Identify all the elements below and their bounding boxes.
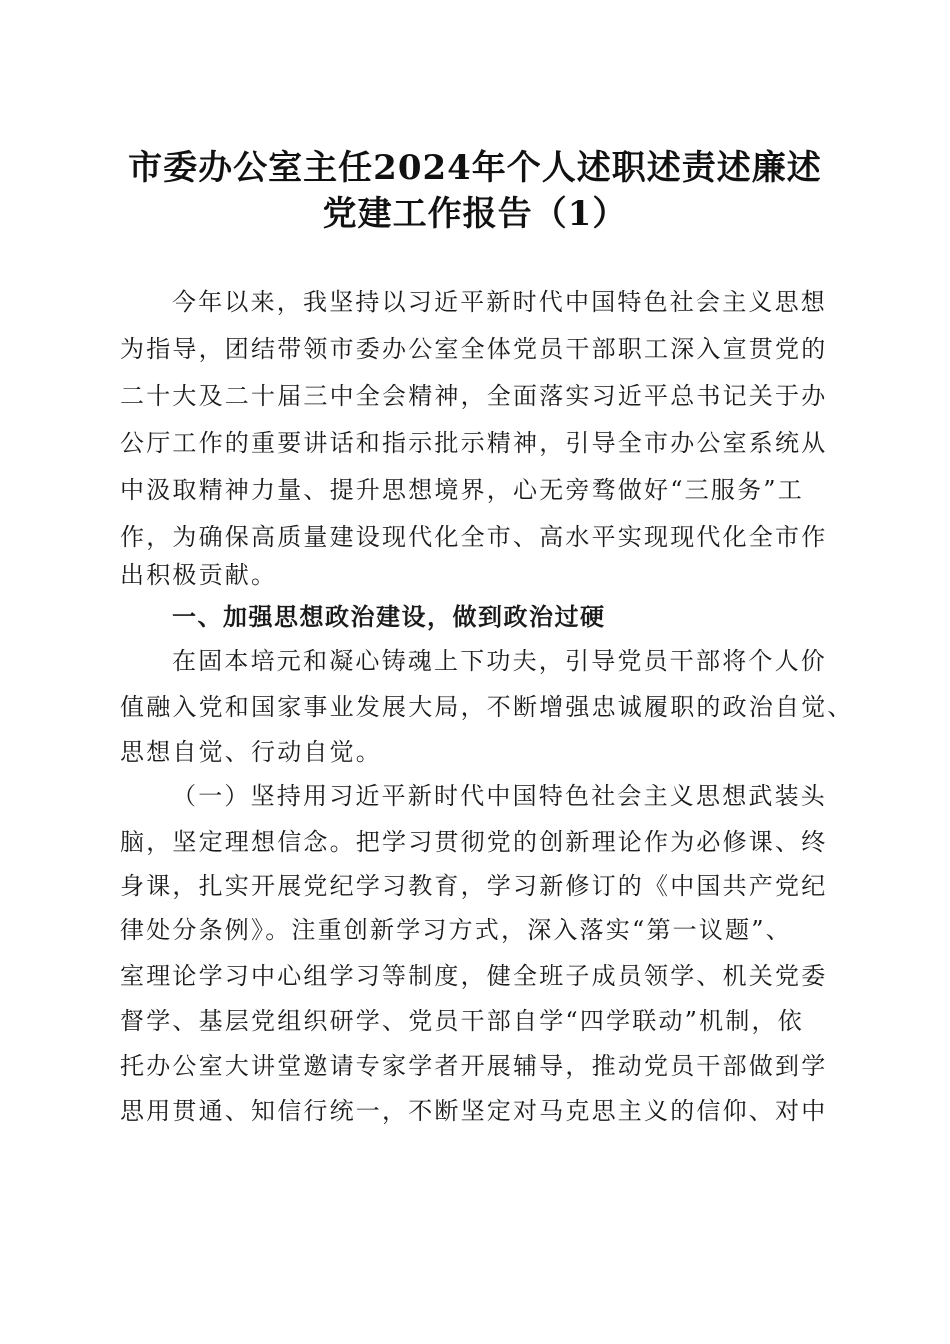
document-title-line-1: 市委办公室主任2024年个人述职述责述廉述 — [128, 148, 822, 188]
paragraph-intro-line-7: 出积极贡献。 — [120, 561, 278, 589]
paragraph-sub1-line-6: 督学、基层党组织研学、党员干部自学“四学联动”机制，依 — [120, 1007, 804, 1035]
paragraph-sub1-line-7: 托办公室大讲堂邀请专家学者开展辅导，推动党员干部做到学 — [120, 1052, 828, 1080]
section-heading-1: 一、加强思想政治建设，做到政治过硬 — [172, 603, 606, 631]
paragraph-sub1-line-1: （一）坚持用习近平新时代中国特色社会主义思想武装头 — [172, 782, 827, 810]
paragraph-intro-line-4: 公厅工作的重要讲话和指示批示精神，引导全市办公室系统从 — [120, 429, 828, 457]
document-title-line-2: 党建工作报告（1） — [322, 194, 628, 234]
paragraph-sub1-line-8: 思用贯通、知信行统一，不断坚定对马克思主义的信仰、对中 — [120, 1097, 828, 1125]
paragraph-section-line-1: 在固本培元和凝心铸魂上下功夫，引导党员干部将个人价 — [172, 647, 827, 675]
paragraph-section-line-3: 思想自觉、行动自觉。 — [120, 738, 382, 766]
paragraph-intro-line-3: 二十大及二十届三中全会精神，全面落实习近平总书记关于办 — [120, 382, 828, 410]
paragraph-sub1-line-4: 律处分条例》。注重创新学习方式，深入落实“第一议题”、 — [120, 916, 792, 944]
paragraph-intro-line-2: 为指导，团结带领市委办公室全体党员干部职工深入宣贯党的 — [120, 335, 828, 363]
paragraph-section-line-2: 值融入党和国家事业发展大局，不断增强忠诚履职的政治自觉、 — [120, 693, 854, 721]
paragraph-intro-line-6: 作，为确保高质量建设现代化全市、高水平实现现代化全市作 — [120, 523, 828, 551]
paragraph-intro-line-5: 中汲取精神力量、提升思想境界，心无旁骛做好“三服务”工 — [120, 476, 804, 504]
paragraph-sub1-line-5: 室理论学习中心组学习等制度，健全班子成员领学、机关党委 — [120, 962, 828, 990]
paragraph-sub1-line-2: 脑，坚定理想信念。把学习贯彻党的创新理论作为必修课、终 — [120, 828, 828, 856]
paragraph-sub1-line-3: 身课，扎实开展党纪学习教育，学习新修订的《中国共产党纪 — [120, 872, 828, 900]
paragraph-intro-line-1: 今年以来，我坚持以习近平新时代中国特色社会主义思想 — [172, 288, 827, 316]
